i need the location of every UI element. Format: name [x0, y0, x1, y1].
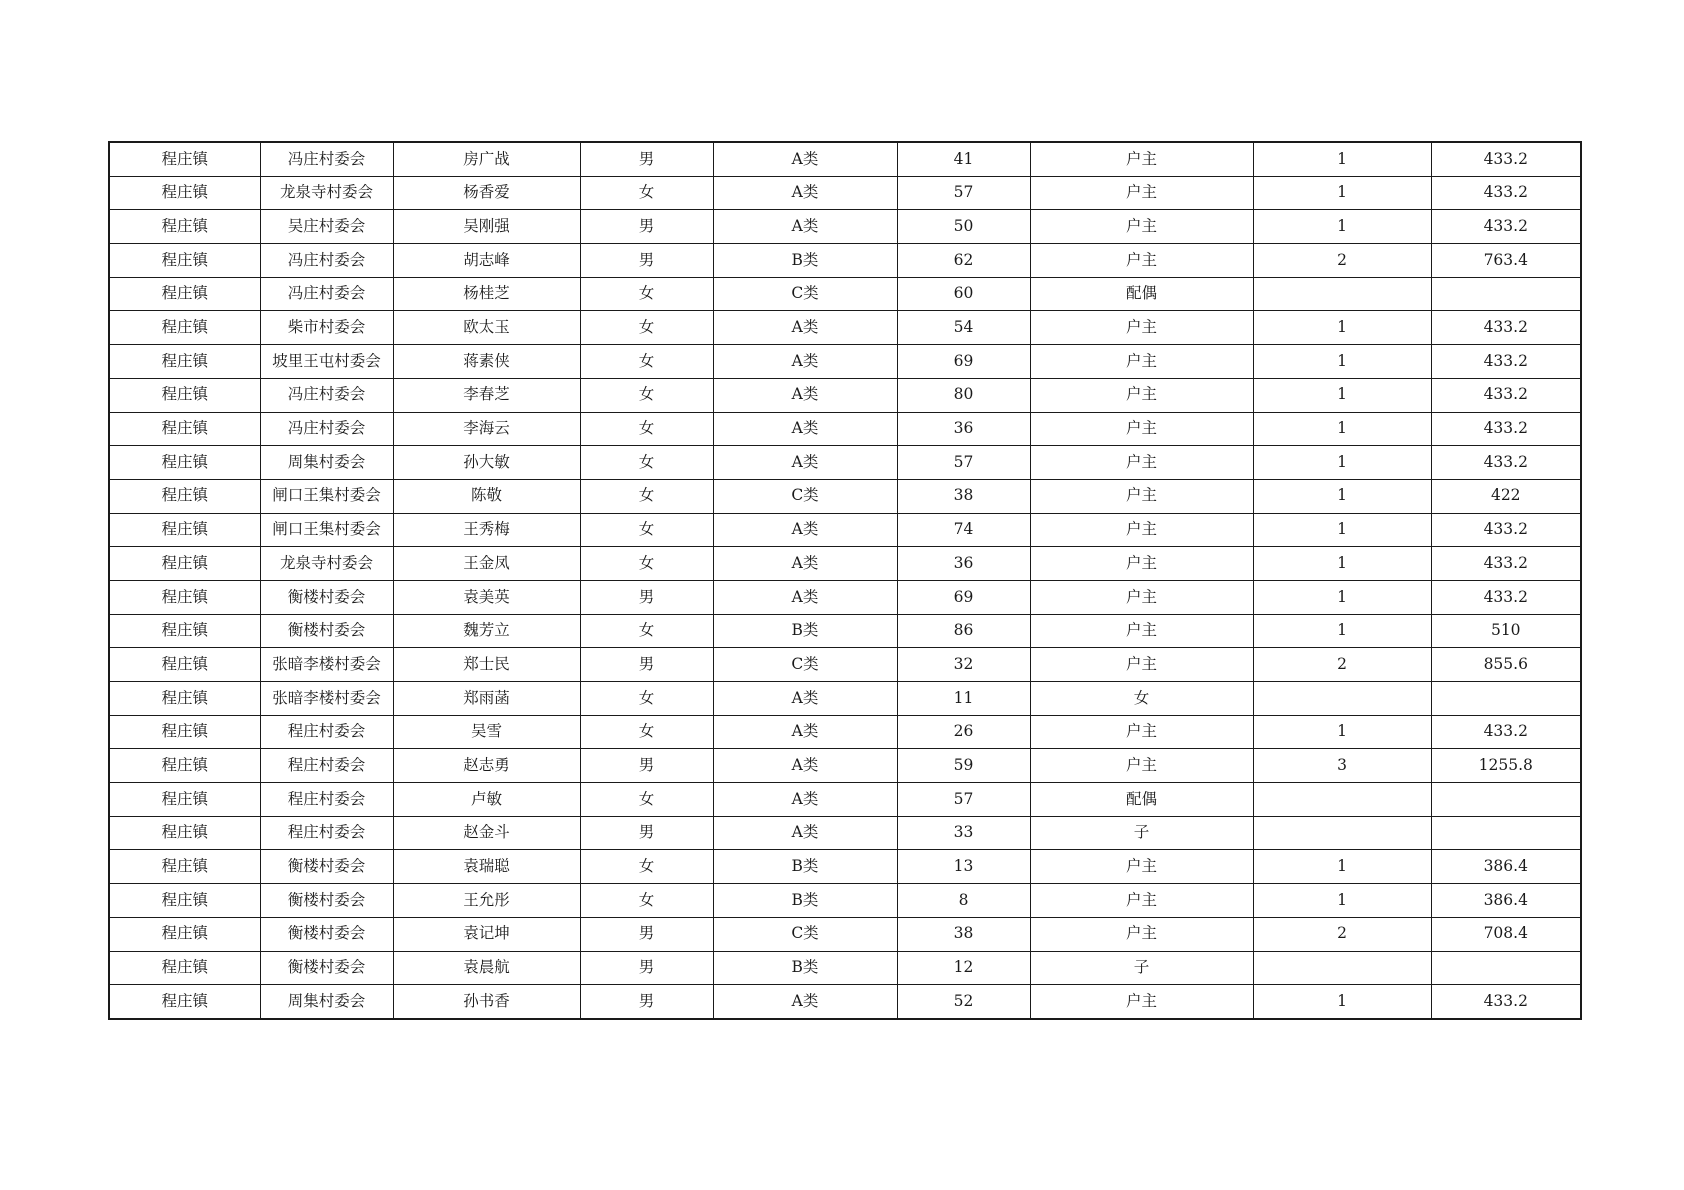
age-cell: 69: [897, 580, 1030, 614]
relation-cell: 户主: [1030, 244, 1253, 278]
relation-cell: 户主: [1030, 412, 1253, 446]
table-row: [109, 412, 1581, 446]
village-committee-cell: 衡楼村委会: [260, 580, 393, 614]
town-cell: 程庄镇: [109, 749, 260, 783]
age-cell: 13: [897, 850, 1030, 884]
amount-cell: 433.2: [1431, 176, 1581, 210]
amount-cell: 708.4: [1431, 917, 1581, 951]
household-size-cell: 1: [1253, 985, 1431, 1019]
table-row: [109, 917, 1581, 951]
name-cell: 魏芳立: [393, 614, 580, 648]
category-cell: A类: [713, 985, 897, 1019]
category-cell: A类: [713, 210, 897, 244]
town-cell: 程庄镇: [109, 378, 260, 412]
relation-cell: 户主: [1030, 850, 1253, 884]
age-cell: 69: [897, 345, 1030, 379]
category-cell: B类: [713, 244, 897, 278]
gender-cell: 女: [580, 614, 713, 648]
town-cell: 程庄镇: [109, 580, 260, 614]
table-row: [109, 749, 1581, 783]
town-cell: 程庄镇: [109, 479, 260, 513]
age-cell: 57: [897, 176, 1030, 210]
table-row: [109, 277, 1581, 311]
amount-cell: [1431, 783, 1581, 817]
household-size-cell: 2: [1253, 648, 1431, 682]
category-cell: A类: [713, 345, 897, 379]
village-committee-cell: 吴庄村委会: [260, 210, 393, 244]
gender-cell: 男: [580, 951, 713, 985]
town-cell: 程庄镇: [109, 715, 260, 749]
gender-cell: 女: [580, 513, 713, 547]
household-size-cell: 1: [1253, 513, 1431, 547]
amount-cell: 422: [1431, 479, 1581, 513]
gender-cell: 男: [580, 816, 713, 850]
village-committee-cell: 衡楼村委会: [260, 951, 393, 985]
household-size-cell: 1: [1253, 850, 1431, 884]
village-committee-cell: 张暗李楼村委会: [260, 648, 393, 682]
relation-cell: 配偶: [1030, 783, 1253, 817]
relation-cell: 户主: [1030, 917, 1253, 951]
amount-cell: 433.2: [1431, 311, 1581, 345]
age-cell: 12: [897, 951, 1030, 985]
village-committee-cell: 龙泉寺村委会: [260, 547, 393, 581]
category-cell: A类: [713, 783, 897, 817]
table-row: [109, 648, 1581, 682]
village-committee-cell: 冯庄村委会: [260, 378, 393, 412]
category-cell: B类: [713, 614, 897, 648]
amount-cell: [1431, 816, 1581, 850]
table-row: [109, 850, 1581, 884]
name-cell: 李春芝: [393, 378, 580, 412]
gender-cell: 男: [580, 142, 713, 176]
table-row: [109, 580, 1581, 614]
table-row: [109, 176, 1581, 210]
relation-cell: 户主: [1030, 378, 1253, 412]
table-row: [109, 210, 1581, 244]
amount-cell: 433.2: [1431, 378, 1581, 412]
town-cell: 程庄镇: [109, 783, 260, 817]
name-cell: 郑雨菡: [393, 682, 580, 716]
relation-cell: 户主: [1030, 715, 1253, 749]
table-row: [109, 783, 1581, 817]
table-row: [109, 682, 1581, 716]
town-cell: 程庄镇: [109, 311, 260, 345]
table-row: [109, 142, 1581, 176]
age-cell: 74: [897, 513, 1030, 547]
town-cell: 程庄镇: [109, 142, 260, 176]
category-cell: C类: [713, 648, 897, 682]
town-cell: 程庄镇: [109, 210, 260, 244]
village-committee-cell: 程庄村委会: [260, 715, 393, 749]
gender-cell: 男: [580, 917, 713, 951]
relation-cell: 户主: [1030, 345, 1253, 379]
amount-cell: [1431, 951, 1581, 985]
village-committee-cell: 周集村委会: [260, 985, 393, 1019]
amount-cell: [1431, 277, 1581, 311]
gender-cell: 女: [580, 446, 713, 480]
name-cell: 孙大敏: [393, 446, 580, 480]
household-size-cell: 1: [1253, 176, 1431, 210]
amount-cell: 433.2: [1431, 446, 1581, 480]
amount-cell: 433.2: [1431, 715, 1581, 749]
category-cell: B类: [713, 951, 897, 985]
amount-cell: 855.6: [1431, 648, 1581, 682]
village-committee-cell: 衡楼村委会: [260, 884, 393, 918]
village-committee-cell: 衡楼村委会: [260, 917, 393, 951]
amount-cell: 386.4: [1431, 884, 1581, 918]
amount-cell: [1431, 682, 1581, 716]
town-cell: 程庄镇: [109, 345, 260, 379]
town-cell: 程庄镇: [109, 277, 260, 311]
gender-cell: 男: [580, 210, 713, 244]
name-cell: 王金凤: [393, 547, 580, 581]
category-cell: A类: [713, 682, 897, 716]
household-size-cell: 2: [1253, 917, 1431, 951]
age-cell: 54: [897, 311, 1030, 345]
village-committee-cell: 龙泉寺村委会: [260, 176, 393, 210]
household-size-cell: 1: [1253, 580, 1431, 614]
amount-cell: 386.4: [1431, 850, 1581, 884]
table-row: [109, 479, 1581, 513]
gender-cell: 女: [580, 479, 713, 513]
household-size-cell: 1: [1253, 479, 1431, 513]
name-cell: 胡志峰: [393, 244, 580, 278]
category-cell: A类: [713, 412, 897, 446]
village-committee-cell: 程庄村委会: [260, 749, 393, 783]
name-cell: 吴刚强: [393, 210, 580, 244]
town-cell: 程庄镇: [109, 850, 260, 884]
household-size-cell: [1253, 951, 1431, 985]
age-cell: 38: [897, 917, 1030, 951]
category-cell: C类: [713, 277, 897, 311]
gender-cell: 男: [580, 244, 713, 278]
gender-cell: 女: [580, 378, 713, 412]
table-row: [109, 715, 1581, 749]
age-cell: 57: [897, 783, 1030, 817]
amount-cell: 433.2: [1431, 580, 1581, 614]
relation-cell: 户主: [1030, 580, 1253, 614]
name-cell: 蒋素侠: [393, 345, 580, 379]
household-size-cell: 1: [1253, 311, 1431, 345]
category-cell: A类: [713, 547, 897, 581]
name-cell: 陈敬: [393, 479, 580, 513]
age-cell: 52: [897, 985, 1030, 1019]
town-cell: 程庄镇: [109, 917, 260, 951]
village-committee-cell: 冯庄村委会: [260, 244, 393, 278]
household-size-cell: 1: [1253, 884, 1431, 918]
gender-cell: 女: [580, 277, 713, 311]
village-committee-cell: 坡里王屯村委会: [260, 345, 393, 379]
household-size-cell: 1: [1253, 547, 1431, 581]
name-cell: 袁美英: [393, 580, 580, 614]
relation-cell: 户主: [1030, 479, 1253, 513]
household-size-cell: 1: [1253, 614, 1431, 648]
name-cell: 袁记坤: [393, 917, 580, 951]
relation-cell: 配偶: [1030, 277, 1253, 311]
town-cell: 程庄镇: [109, 614, 260, 648]
household-size-cell: [1253, 277, 1431, 311]
name-cell: 赵志勇: [393, 749, 580, 783]
relation-cell: 户主: [1030, 749, 1253, 783]
village-committee-cell: 周集村委会: [260, 446, 393, 480]
table-row: [109, 614, 1581, 648]
gender-cell: 男: [580, 749, 713, 783]
town-cell: 程庄镇: [109, 244, 260, 278]
category-cell: A类: [713, 816, 897, 850]
age-cell: 80: [897, 378, 1030, 412]
household-size-cell: 1: [1253, 412, 1431, 446]
town-cell: 程庄镇: [109, 446, 260, 480]
name-cell: 李海云: [393, 412, 580, 446]
village-committee-cell: 闸口王集村委会: [260, 479, 393, 513]
category-cell: A类: [713, 513, 897, 547]
town-cell: 程庄镇: [109, 513, 260, 547]
age-cell: 60: [897, 277, 1030, 311]
relation-cell: 户主: [1030, 648, 1253, 682]
household-size-cell: [1253, 682, 1431, 716]
relation-cell: 户主: [1030, 446, 1253, 480]
gender-cell: 女: [580, 176, 713, 210]
age-cell: 38: [897, 479, 1030, 513]
village-committee-cell: 程庄村委会: [260, 816, 393, 850]
village-committee-cell: 衡楼村委会: [260, 614, 393, 648]
name-cell: 孙书香: [393, 985, 580, 1019]
relation-cell: 户主: [1030, 176, 1253, 210]
household-size-cell: 1: [1253, 446, 1431, 480]
age-cell: 33: [897, 816, 1030, 850]
category-cell: A类: [713, 378, 897, 412]
roster-table: [108, 141, 1582, 1020]
gender-cell: 女: [580, 547, 713, 581]
gender-cell: 女: [580, 412, 713, 446]
category-cell: A类: [713, 580, 897, 614]
age-cell: 86: [897, 614, 1030, 648]
gender-cell: 女: [580, 783, 713, 817]
town-cell: 程庄镇: [109, 176, 260, 210]
village-committee-cell: 冯庄村委会: [260, 412, 393, 446]
gender-cell: 男: [580, 580, 713, 614]
table-row: [109, 951, 1581, 985]
category-cell: A类: [713, 142, 897, 176]
relation-cell: 子: [1030, 816, 1253, 850]
amount-cell: 433.2: [1431, 142, 1581, 176]
village-committee-cell: 衡楼村委会: [260, 850, 393, 884]
amount-cell: 510: [1431, 614, 1581, 648]
name-cell: 杨香爱: [393, 176, 580, 210]
household-size-cell: 3: [1253, 749, 1431, 783]
town-cell: 程庄镇: [109, 816, 260, 850]
amount-cell: 763.4: [1431, 244, 1581, 278]
name-cell: 房广战: [393, 142, 580, 176]
town-cell: 程庄镇: [109, 412, 260, 446]
town-cell: 程庄镇: [109, 648, 260, 682]
town-cell: 程庄镇: [109, 985, 260, 1019]
category-cell: C类: [713, 917, 897, 951]
town-cell: 程庄镇: [109, 884, 260, 918]
name-cell: 袁晨航: [393, 951, 580, 985]
category-cell: A类: [713, 715, 897, 749]
table-row: [109, 378, 1581, 412]
gender-cell: 女: [580, 682, 713, 716]
age-cell: 57: [897, 446, 1030, 480]
gender-cell: 女: [580, 884, 713, 918]
gender-cell: 女: [580, 311, 713, 345]
relation-cell: 户主: [1030, 142, 1253, 176]
amount-cell: 433.2: [1431, 513, 1581, 547]
relation-cell: 户主: [1030, 210, 1253, 244]
relation-cell: 户主: [1030, 985, 1253, 1019]
age-cell: 11: [897, 682, 1030, 716]
amount-cell: 433.2: [1431, 345, 1581, 379]
table-row: [109, 884, 1581, 918]
household-size-cell: 2: [1253, 244, 1431, 278]
table-row: [109, 446, 1581, 480]
age-cell: 50: [897, 210, 1030, 244]
relation-cell: 户主: [1030, 547, 1253, 581]
household-size-cell: 1: [1253, 142, 1431, 176]
amount-cell: 433.2: [1431, 547, 1581, 581]
household-size-cell: 1: [1253, 378, 1431, 412]
table-row: [109, 547, 1581, 581]
amount-cell: 433.2: [1431, 985, 1581, 1019]
table-row: [109, 816, 1581, 850]
age-cell: 59: [897, 749, 1030, 783]
village-committee-cell: 冯庄村委会: [260, 142, 393, 176]
name-cell: 卢敏: [393, 783, 580, 817]
relation-cell: 户主: [1030, 311, 1253, 345]
gender-cell: 女: [580, 715, 713, 749]
age-cell: 41: [897, 142, 1030, 176]
name-cell: 欧太玉: [393, 311, 580, 345]
town-cell: 程庄镇: [109, 951, 260, 985]
household-size-cell: [1253, 783, 1431, 817]
category-cell: C类: [713, 479, 897, 513]
village-committee-cell: 张暗李楼村委会: [260, 682, 393, 716]
table-row: [109, 244, 1581, 278]
name-cell: 袁瑞聪: [393, 850, 580, 884]
table-row: [109, 311, 1581, 345]
relation-cell: 户主: [1030, 884, 1253, 918]
village-committee-cell: 闸口王集村委会: [260, 513, 393, 547]
household-size-cell: [1253, 816, 1431, 850]
age-cell: 8: [897, 884, 1030, 918]
name-cell: 杨桂芝: [393, 277, 580, 311]
table-row: [109, 345, 1581, 379]
town-cell: 程庄镇: [109, 682, 260, 716]
relation-cell: 子: [1030, 951, 1253, 985]
relation-cell: 户主: [1030, 513, 1253, 547]
age-cell: 32: [897, 648, 1030, 682]
relation-cell: 户主: [1030, 614, 1253, 648]
category-cell: A类: [713, 311, 897, 345]
name-cell: 王允彤: [393, 884, 580, 918]
gender-cell: 男: [580, 985, 713, 1019]
gender-cell: 女: [580, 345, 713, 379]
category-cell: A类: [713, 176, 897, 210]
table-row: [109, 985, 1581, 1019]
age-cell: 62: [897, 244, 1030, 278]
category-cell: A类: [713, 446, 897, 480]
town-cell: 程庄镇: [109, 547, 260, 581]
name-cell: 郑士民: [393, 648, 580, 682]
amount-cell: 1255.8: [1431, 749, 1581, 783]
relation-cell: 女: [1030, 682, 1253, 716]
village-committee-cell: 柴市村委会: [260, 311, 393, 345]
category-cell: A类: [713, 749, 897, 783]
roster-body: [109, 142, 1581, 1019]
amount-cell: 433.2: [1431, 412, 1581, 446]
age-cell: 36: [897, 547, 1030, 581]
category-cell: B类: [713, 884, 897, 918]
name-cell: 赵金斗: [393, 816, 580, 850]
category-cell: B类: [713, 850, 897, 884]
table-row: [109, 513, 1581, 547]
household-size-cell: 1: [1253, 715, 1431, 749]
gender-cell: 男: [580, 648, 713, 682]
household-size-cell: 1: [1253, 210, 1431, 244]
age-cell: 26: [897, 715, 1030, 749]
gender-cell: 女: [580, 850, 713, 884]
name-cell: 吴雪: [393, 715, 580, 749]
age-cell: 36: [897, 412, 1030, 446]
village-committee-cell: 程庄村委会: [260, 783, 393, 817]
household-size-cell: 1: [1253, 345, 1431, 379]
name-cell: 王秀梅: [393, 513, 580, 547]
village-committee-cell: 冯庄村委会: [260, 277, 393, 311]
amount-cell: 433.2: [1431, 210, 1581, 244]
